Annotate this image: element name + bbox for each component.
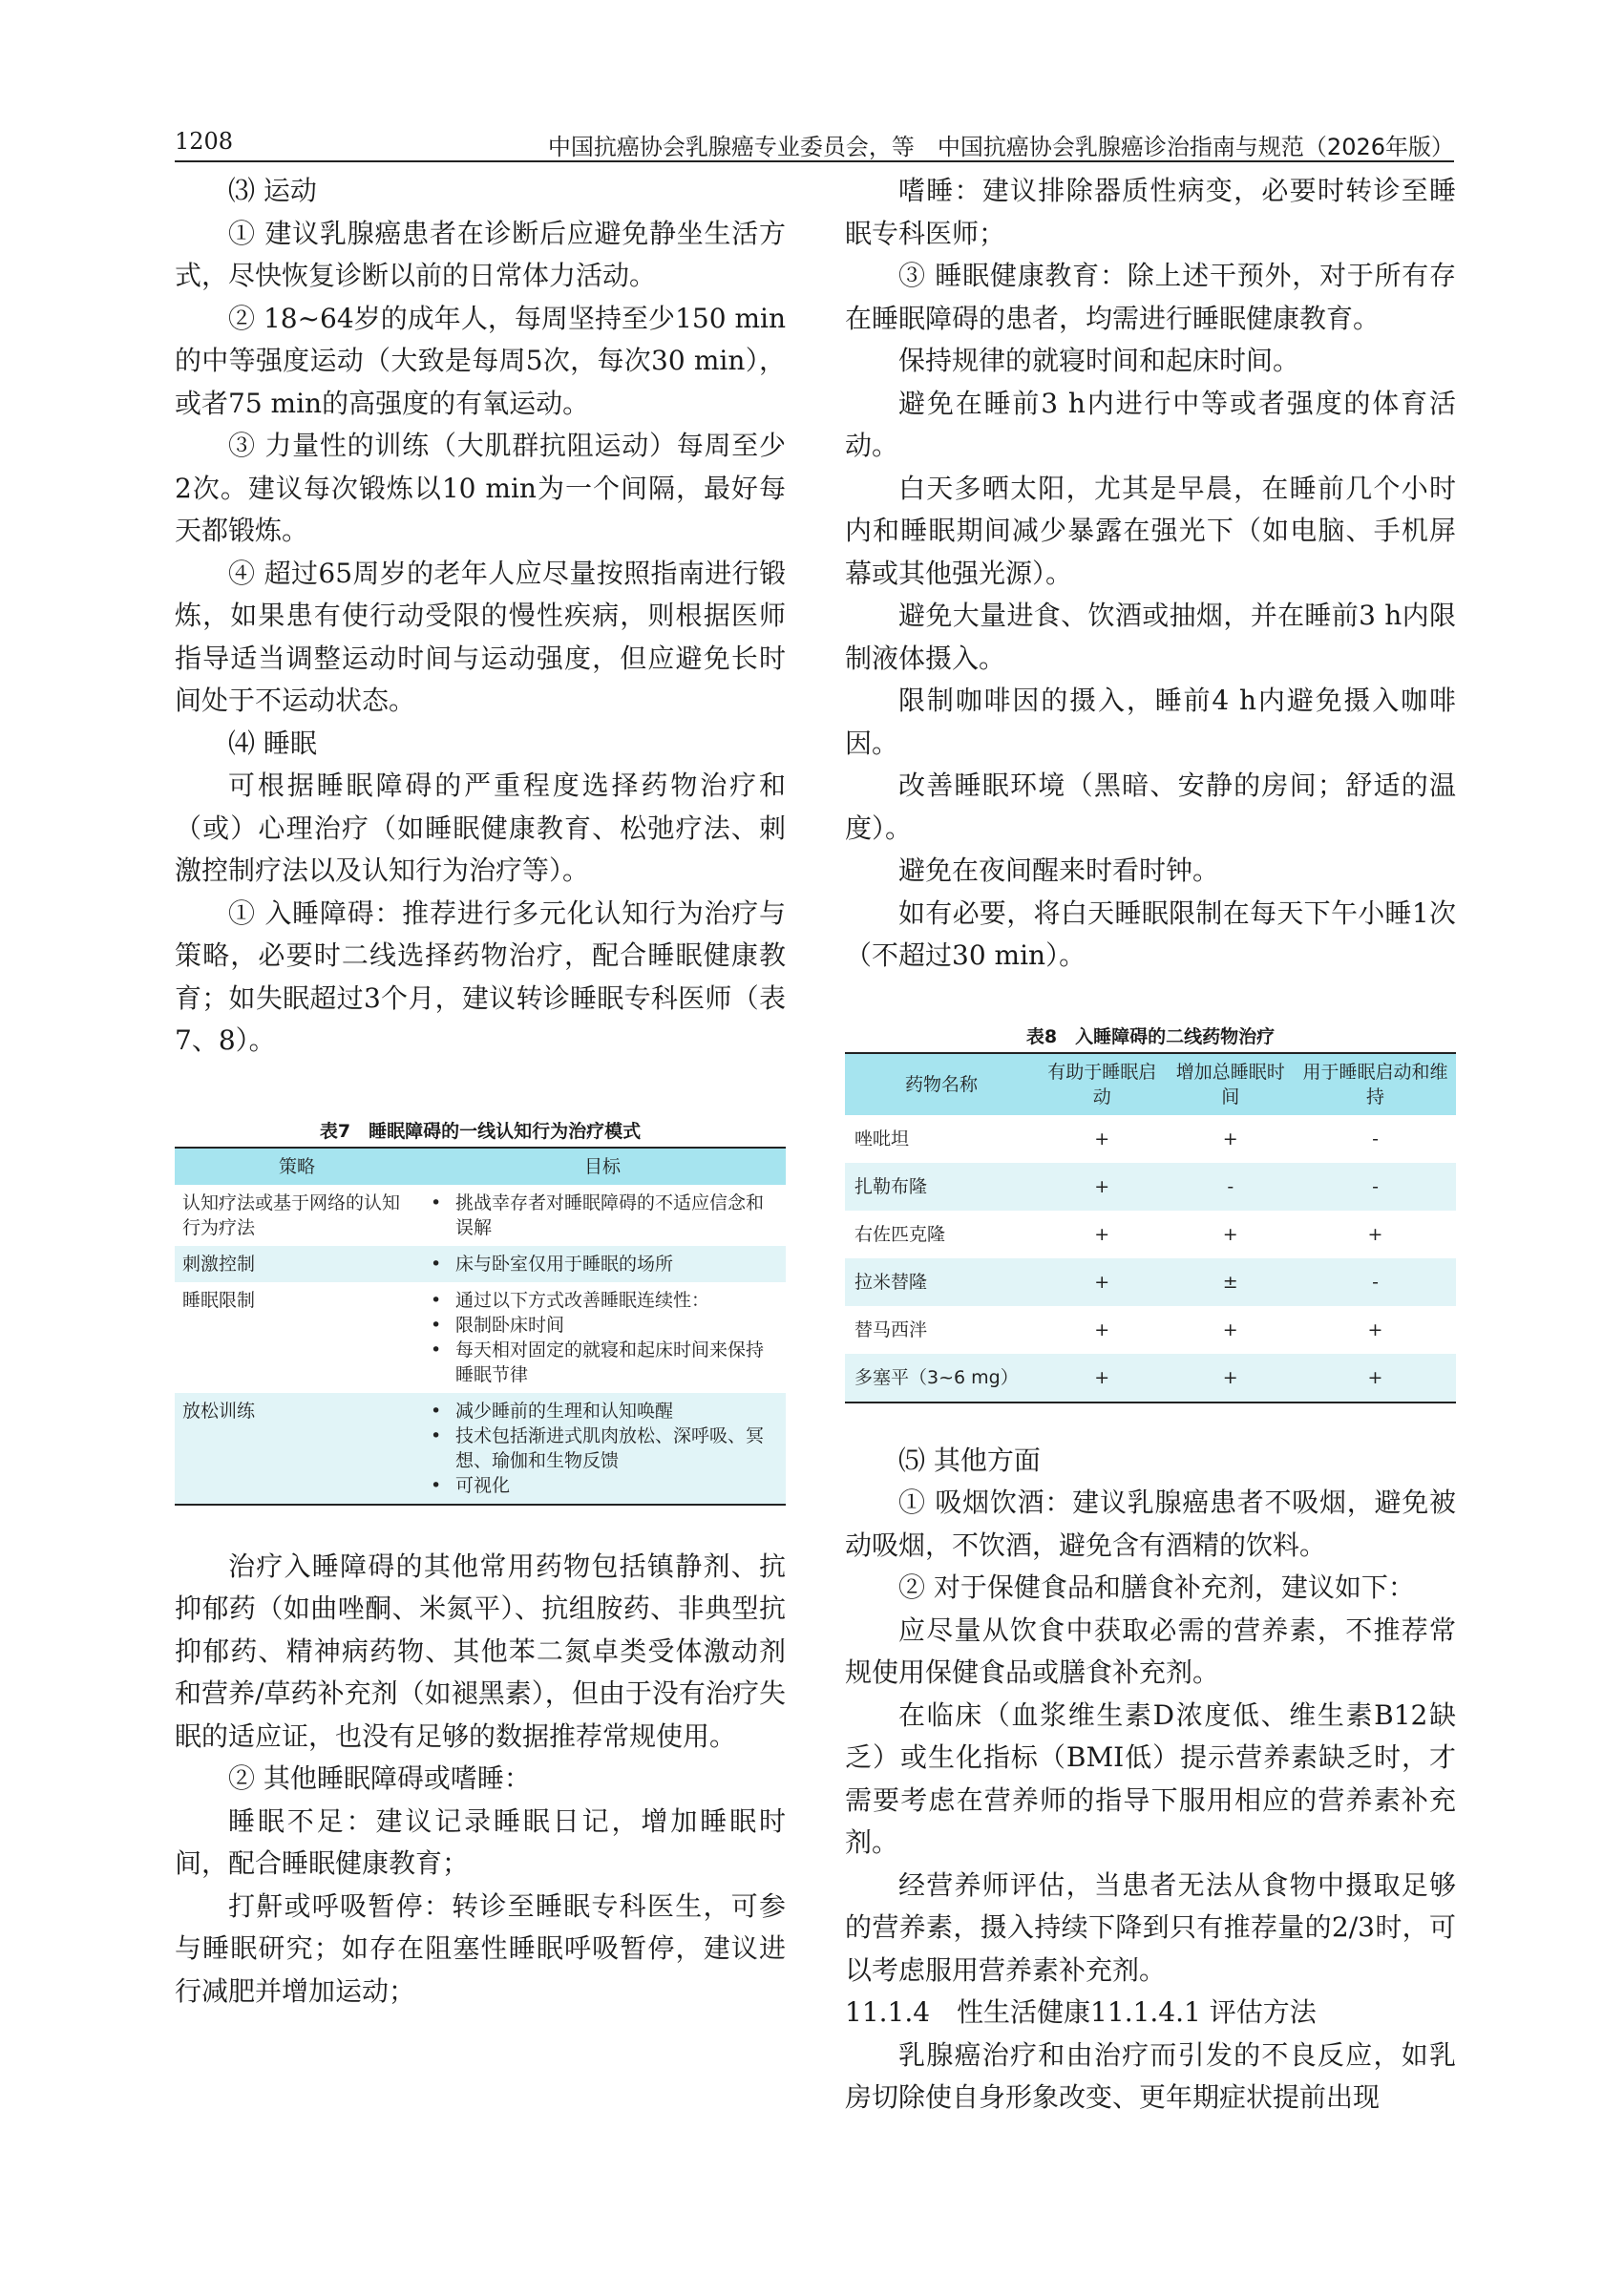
paragraph: 避免在夜间醒来时看时钟。 [898,854,1220,886]
table-cell: + [1295,1306,1456,1354]
table-cell: + [1038,1306,1167,1354]
cbt-table [175,1147,786,1506]
table-row [845,1163,1456,1211]
strategy-cell: 认知疗法或基于网络的认知行为疗法 [175,1185,419,1246]
page-header [175,122,1454,162]
table-cell: + [1038,1354,1167,1403]
drug-name: 扎勒布隆 [845,1163,1038,1211]
table-row [845,1354,1456,1403]
table-cell: + [1038,1211,1167,1258]
running-head: 中国抗癌协会乳腺癌专业委员会，等 中国抗癌协会乳腺癌诊治指南与规范（2026年版） [547,134,1454,160]
paragraph: ② 18~64岁的成年人，每周坚持至少150 min的中等强度运动（大致是每周5次，每次30 min），或者75 min的高强度的有氧运动。 [175,302,786,419]
table-cell: - [1295,1163,1456,1211]
table-cell: - [1295,1115,1456,1163]
table-cell: + [1295,1354,1456,1403]
section-heading-other: ⑸ 其他方面 [898,1444,1041,1476]
table-row [845,1306,1456,1354]
section-heading-sleep: ⑷ 睡眠 [228,727,317,759]
table-cell: - [1167,1163,1296,1211]
paragraph: 在临床（血浆维生素D浓度低、维生素B12缺乏）或生化指标（BMI低）提示营养素缺乏时，才需要考虑在营养师的指导下服用相应的营养素补充剂。 [845,1698,1456,1858]
paragraph: ② 其他睡眠障碍或嗜睡： [228,1762,531,1794]
paragraph: ① 吸烟饮酒：建议乳腺癌患者不吸烟，避免被动吸烟，不饮酒，避免含有酒精的饮料。 [845,1487,1456,1561]
goal-item: • 每天相对固定的就寝和起床时间来保持睡眠节律 [452,1338,778,1387]
paragraph: 避免大量进食、饮酒或抽烟，并在睡前3 h内限制液体摄入。 [845,600,1456,674]
strategy-cell: 睡眠限制 [175,1282,419,1393]
table-row [845,1258,1456,1306]
section-heading-exercise: ⑶ 运动 [228,175,317,206]
paragraph: ① 建议乳腺癌患者在诊断后应避免静坐生活方式，尽快恢复诊断以前的日常体力活动。 [175,217,786,291]
goal-item: • 限制卧床时间 [452,1313,778,1338]
column-header: 增加总睡眠时间 [1167,1053,1296,1115]
table-row [845,1211,1456,1258]
table-cell: + [1167,1354,1296,1403]
table-row [175,1246,786,1282]
table-cell: - [1295,1258,1456,1306]
page-number: 1208 [175,128,234,155]
paragraph: 白天多晒太阳，尤其是早晨，在睡前几个小时内和睡眠期间减少暴露在强光下（如电脑、手机屏幕或其他强光源）。 [845,472,1456,589]
column-header: 策略 [175,1148,419,1185]
strategy-cell: 刺激控制 [175,1246,419,1282]
goals-cell [419,1393,786,1505]
paragraph: 保持规律的就寝时间和起床时间。 [898,345,1300,376]
table-row [175,1393,786,1505]
column-header: 有助于睡眠启动 [1038,1053,1167,1115]
paragraph: ④ 超过65周岁的老年人应尽量按照指南进行锻炼，如果患有使行动受限的慢性疾病，则根据医师指导适当调整运动时间与运动强度，但应避免长时间处于不运动状态。 [175,557,786,716]
table-cell: + [1167,1115,1296,1163]
paragraph: ③ 睡眠健康教育：除上述干预外，对于所有存在睡眠障碍的患者，均需进行睡眠健康教育。 [845,260,1456,334]
table-row [175,1282,786,1393]
paragraph: ① 入睡障碍：推荐进行多元化认知行为治疗与策略，必要时二线选择药物治疗，配合睡眠健康教育；如失眠超过3个月，建议转诊睡眠专科医师（表7、8）。 [175,896,786,1056]
paragraph: 治疗入睡障碍的其他常用药物包括镇静剂、抗抑郁药（如曲唑酮、米氮平）、抗组胺药、非典型抗抑郁药、精神病药物、其他苯二氮卓类受体激动剂和营养/草药补充剂（如褪黑素），但由于没有治疗失眠的适应证，也没有足够的数据推荐常规使用。 [175,1550,786,1752]
goal-item: • 技术包括渐进式肌肉放松、深呼吸、冥想、瑜伽和生物反馈 [452,1424,778,1473]
goals-cell [419,1282,786,1393]
table-cell: + [1167,1211,1296,1258]
goal-item: • 通过以下方式改善睡眠连续性： [452,1288,778,1313]
goals-cell [419,1185,786,1246]
table-row [845,1115,1456,1163]
drug-table [845,1052,1456,1403]
column-header: 用于睡眠启动和维持 [1295,1053,1456,1115]
paragraph: 睡眠不足：建议记录睡眠日记，增加睡眠时间，配合睡眠健康教育； [175,1804,786,1879]
table-cell: + [1167,1306,1296,1354]
right-column [845,170,1456,2120]
column-header: 药物名称 [845,1053,1038,1115]
table-cell: + [1038,1115,1167,1163]
drug-name: 唑吡坦 [845,1115,1038,1163]
paragraph: 应尽量从饮食中获取必需的营养素，不推荐常规使用保健食品或膳食补充剂。 [845,1614,1456,1688]
paragraph: 避免在睡前3 h内进行中等或者强度的体育活动。 [845,387,1456,461]
paragraph: 打鼾或呼吸暂停：转诊至睡眠专科医生，可参与睡眠研究；如存在阻塞性睡眠呼吸暂停，建议进行减肥并增加运动； [175,1889,786,2007]
paragraph: ③ 力量性的训练（大肌群抗阻运动）每周至少2次。建议每次锻炼以10 min为一个间隔，最好每天都锻炼。 [175,430,786,546]
column-header: 目标 [419,1148,786,1185]
table-cell: + [1295,1211,1456,1258]
paragraph: 限制咖啡因的摄入，睡前4 h内避免摄入咖啡因。 [845,685,1456,759]
paragraph: ② 对于保健食品和膳食补充剂，建议如下： [898,1571,1415,1603]
goal-item: • 床与卧室仅用于睡眠的场所 [452,1252,778,1276]
drug-name: 拉米替隆 [845,1258,1038,1306]
section-heading-sexual-health: 11.1.4 性生活健康11.1.4.1 评估方法 [845,1996,1317,2028]
drug-name: 右佐匹克隆 [845,1211,1038,1258]
goal-item: • 可视化 [452,1473,778,1498]
goal-item: • 挑战幸存者对睡眠障碍的不适应信念和误解 [452,1191,778,1240]
table-cell: + [1038,1163,1167,1211]
table-cell: + [1038,1258,1167,1306]
strategy-cell: 放松训练 [175,1393,419,1505]
table-caption: 表8 入睡障碍的二线药物治疗 [1025,1025,1276,1047]
paragraph: 经营养师评估，当患者无法从食物中摄取足够的营养素，摄入持续下降到只有推荐量的2/3时，可以考虑服用营养素补充剂。 [845,1868,1456,1986]
table-cell: ± [1167,1258,1296,1306]
paragraph: 嗜睡：建议排除器质性病变，必要时转诊至睡眠专科医师； [845,175,1456,249]
paragraph: 乳腺癌治疗和由治疗而引发的不良反应，如乳房切除使自身形象改变、更年期症状提前出现 [845,2038,1456,2113]
goal-item: • 减少睡前的生理和认知唤醒 [452,1399,778,1424]
drug-name: 替马西泮 [845,1306,1038,1354]
left-column [175,170,786,2013]
table-7 [175,1116,786,1506]
table-row [175,1185,786,1246]
table-caption: 表7 睡眠障碍的一线认知行为治疗模式 [319,1120,642,1142]
paragraph: 改善睡眠环境（黑暗、安静的房间；舒适的温度）。 [845,770,1456,844]
paragraph: 可根据睡眠障碍的严重程度选择药物治疗和（或）心理治疗（如睡眠健康教育、松弛疗法、刺激控制疗法以及认知行为治疗等）。 [175,770,786,886]
drug-name: 多塞平（3~6 mg） [845,1354,1038,1403]
paragraph: 如有必要，将白天睡眠限制在每天下午小睡1次（不超过30 min）。 [845,896,1456,971]
table-8 [845,1022,1456,1403]
goals-cell [419,1246,786,1282]
